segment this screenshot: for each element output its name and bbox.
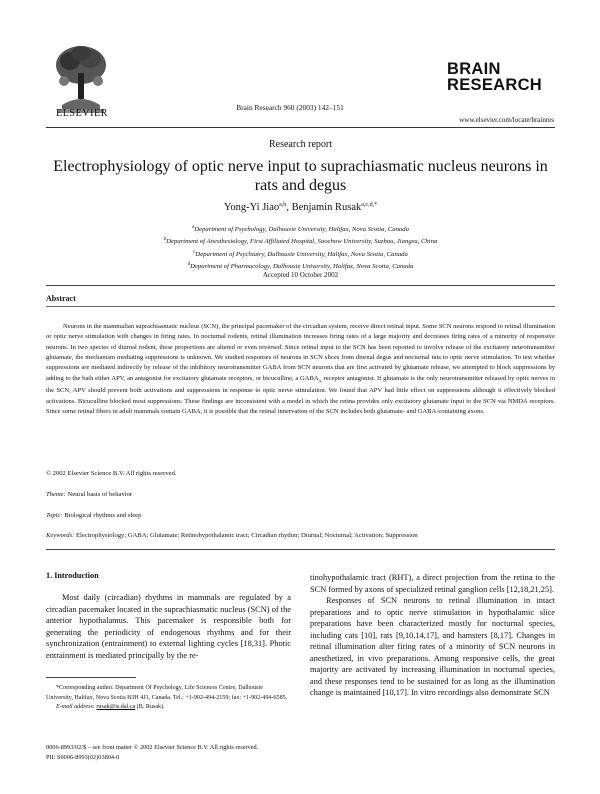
affiliation-item xyxy=(46,223,555,235)
journal-name-line1: BRAIN xyxy=(447,60,501,78)
body-paragraph: Most daily (circadian) rhythms in mammals are regulated by a circadian pacemaker located in the suprachiasmatic nucleus (SCN) of the anterior hypothalamus. This pacemaker is responsible both for generating the periodicity of endogenous rhythms and for their synchronization (entrainment) to external lighting cycles [18,31]. Photic entrainment is mediated principally by the re- xyxy=(46,593,291,660)
footnote-email-line xyxy=(46,703,291,713)
affiliation-text: Department of Psychiatry, Dalhousie University, Halifax, Nova Scotia, Canada xyxy=(195,250,408,258)
body-column-right xyxy=(310,572,555,699)
topic-label: Topic: xyxy=(46,512,63,519)
affiliation-item xyxy=(46,235,555,247)
front-matter xyxy=(46,743,258,762)
abstract-copyright: © 2002 Elsevier Science B.V. All rights reserved. xyxy=(46,470,177,477)
abstract-text-tail: receptor antagonist. If glutamate is the only neurotransmitter released by optic nerves in the SCN, APV should prevent both activations and suppressions in response to optic nerve stimulation. We found that APV had little effect on suppressions although it effectively blocked activations. Bicuculline blocked most suppressions. These findings are inconsistent with a model in which the retina provides only excitatory glutamate input to the SCN via NMDA receptors. Since some retinal fibers in adult mammals contain GABA, it is possible that the retinal innervation of the SCN includes both glutamate- and GABA-containing axons. xyxy=(46,374,555,416)
author-name: Benjamin Rusak xyxy=(291,202,362,213)
email-tail: (B. Rusak). xyxy=(135,704,165,711)
abstract-top-divider xyxy=(46,285,555,286)
author-affiliation-mark: a,b xyxy=(279,202,287,208)
elsevier-tree-logo xyxy=(52,43,110,113)
article-title: Electrophysiology of optic nerve input to suprachiasmatic nucleus neurons in rats and degus xyxy=(53,158,548,194)
author-name: Yong-Yi Jiao xyxy=(223,202,280,213)
accepted-date: Accepted 10 October 2002 xyxy=(262,271,339,279)
affiliation-text: Department of Psychology, Dalhousie University, Halifax, Nova Scotia, Canada xyxy=(194,226,409,233)
affiliation-mark: c xyxy=(193,249,196,255)
issn-line: 0006-8993/02/$ – see front matter © 2002 Elsevier Science B.V. All rights reserved. xyxy=(46,744,259,751)
corresponding-author-footnote xyxy=(46,684,291,713)
section-heading-introduction: 1. Introduction xyxy=(46,571,99,580)
keywords-label: Keywords: xyxy=(46,532,75,539)
author-list xyxy=(46,202,555,213)
abstract-bottom-divider xyxy=(46,549,555,550)
abstract-subscript: A xyxy=(318,378,322,384)
affiliation-text: Department of Pharmacology, Dalhousie University, Halifax, Nova Scotia, Canada xyxy=(190,262,414,270)
affiliation-mark: d xyxy=(187,261,191,267)
header-divider xyxy=(46,127,555,128)
pii-line: PII: S0006-8993(02)03804-0 xyxy=(46,753,120,761)
abstract-body xyxy=(46,322,555,417)
journal-name-line2: RESEARCH xyxy=(447,76,542,94)
keywords-value: Electrophysiology; GABA; Glutamate; Retinohypothalamic tract; Circadian rhythm; Diurnal; Nocturnal; Activation; Suppression xyxy=(75,532,418,539)
journal-name xyxy=(447,61,547,93)
affiliation-text: Department of Anesthesiology, First Affiliated Hospital, Soochow University, Suzhou, Jiangsu, China xyxy=(166,238,438,246)
affiliation-item xyxy=(46,248,555,260)
affiliation-list xyxy=(46,223,555,272)
author-separator: , xyxy=(286,202,292,213)
topic-value: Biological rhythms and sleep xyxy=(64,512,142,519)
article-type: Research report xyxy=(268,139,333,150)
affiliation-mark: b xyxy=(163,237,167,243)
theme-label: Theme: xyxy=(46,491,66,498)
theme-line xyxy=(46,491,132,498)
journal-citation: Brain Research 960 (2003) 142–151 xyxy=(236,103,344,112)
keywords-line xyxy=(46,532,555,539)
publisher-name: ELSEVIER xyxy=(55,108,109,119)
email-label: E-mail address: xyxy=(56,704,95,711)
affiliation-mark: a xyxy=(192,225,195,230)
body-paragraph: tinohypothalamic tract (RHT), a direct projection from the retina to the SCN formed by axons of specialized retinal ganglion cells [12,18,21,25]. xyxy=(310,573,555,594)
footnote-divider xyxy=(46,677,136,678)
body-paragraph: Responses of SCN neurons to retinal illumination in intact preparations and to optic nerve stimulation in hypothalamic slice preparations have been characterized mostly for nocturnal species, including cats [10], rats [9,10,14,17], and hamsters [8,17]. Changes in retinal illumination alter firing rates of a minority of SCN neurons in anesthetized, in vivo preparations. Among responsive cells, the great majority are activated by increasing illumination in nocturnal species, and these responses tend to be sustained for as long as the illumination change is maintained [10,17]. In vitro recordings also demonstrate SCN xyxy=(310,596,555,697)
abstract-heading-divider xyxy=(46,306,555,307)
topic-line xyxy=(46,512,141,519)
abstract-text-main: Neurons in the mammalian suprachiasmatic nucleus (SCN), the principal pacemaker of the circadian system, receive direct retinal input. Some SCN neurons respond to retinal illumination or optic nerve stimulation with changes in firing rates. In nocturnal rodents, retinal illumination increases firing rates of a large majority and decreases firing rates of a minority of responsive neurons. In two species of diurnal rodent, these proportions are altered or even reversed. Since retinal input to the SCN has been reported to involve release of the excitatory neurotransmitter glutamate, the mechanism mediating suppressions is unknown. We studied responses of neurons in SCN slices from diurnal degus and nocturnal rats to optic nerve stimulation. To test whether suppressions are mediated indirectly by release of the inhibitory neurotransmitter GABA from SCN neurons that are first activated by glutamate release, we attempted to block suppressions by adding to the bath either APV, an antagonist for excitatory glutamate receptors, or bicuculline, a GABA xyxy=(46,323,555,382)
footnote-text: *Corresponding author. Department Of Psychology, Life Sciences Centre, Dalhousie University, Halifax, Nova Scotia B3H 4J1, Canada. Tel.: +1-902-494-2159; fax: +1-902-494-6585. xyxy=(46,685,288,701)
abstract-heading: Abstract xyxy=(46,294,76,303)
body-column-left xyxy=(46,592,291,661)
journal-url[interactable]: www.elsevier.com/locate/brainres xyxy=(459,116,554,124)
email-link[interactable]: rusak@is.dal.ca xyxy=(96,704,136,711)
theme-value: Neural basis of behavior xyxy=(67,491,133,498)
author-affiliation-mark: a,c,d,* xyxy=(361,202,378,208)
